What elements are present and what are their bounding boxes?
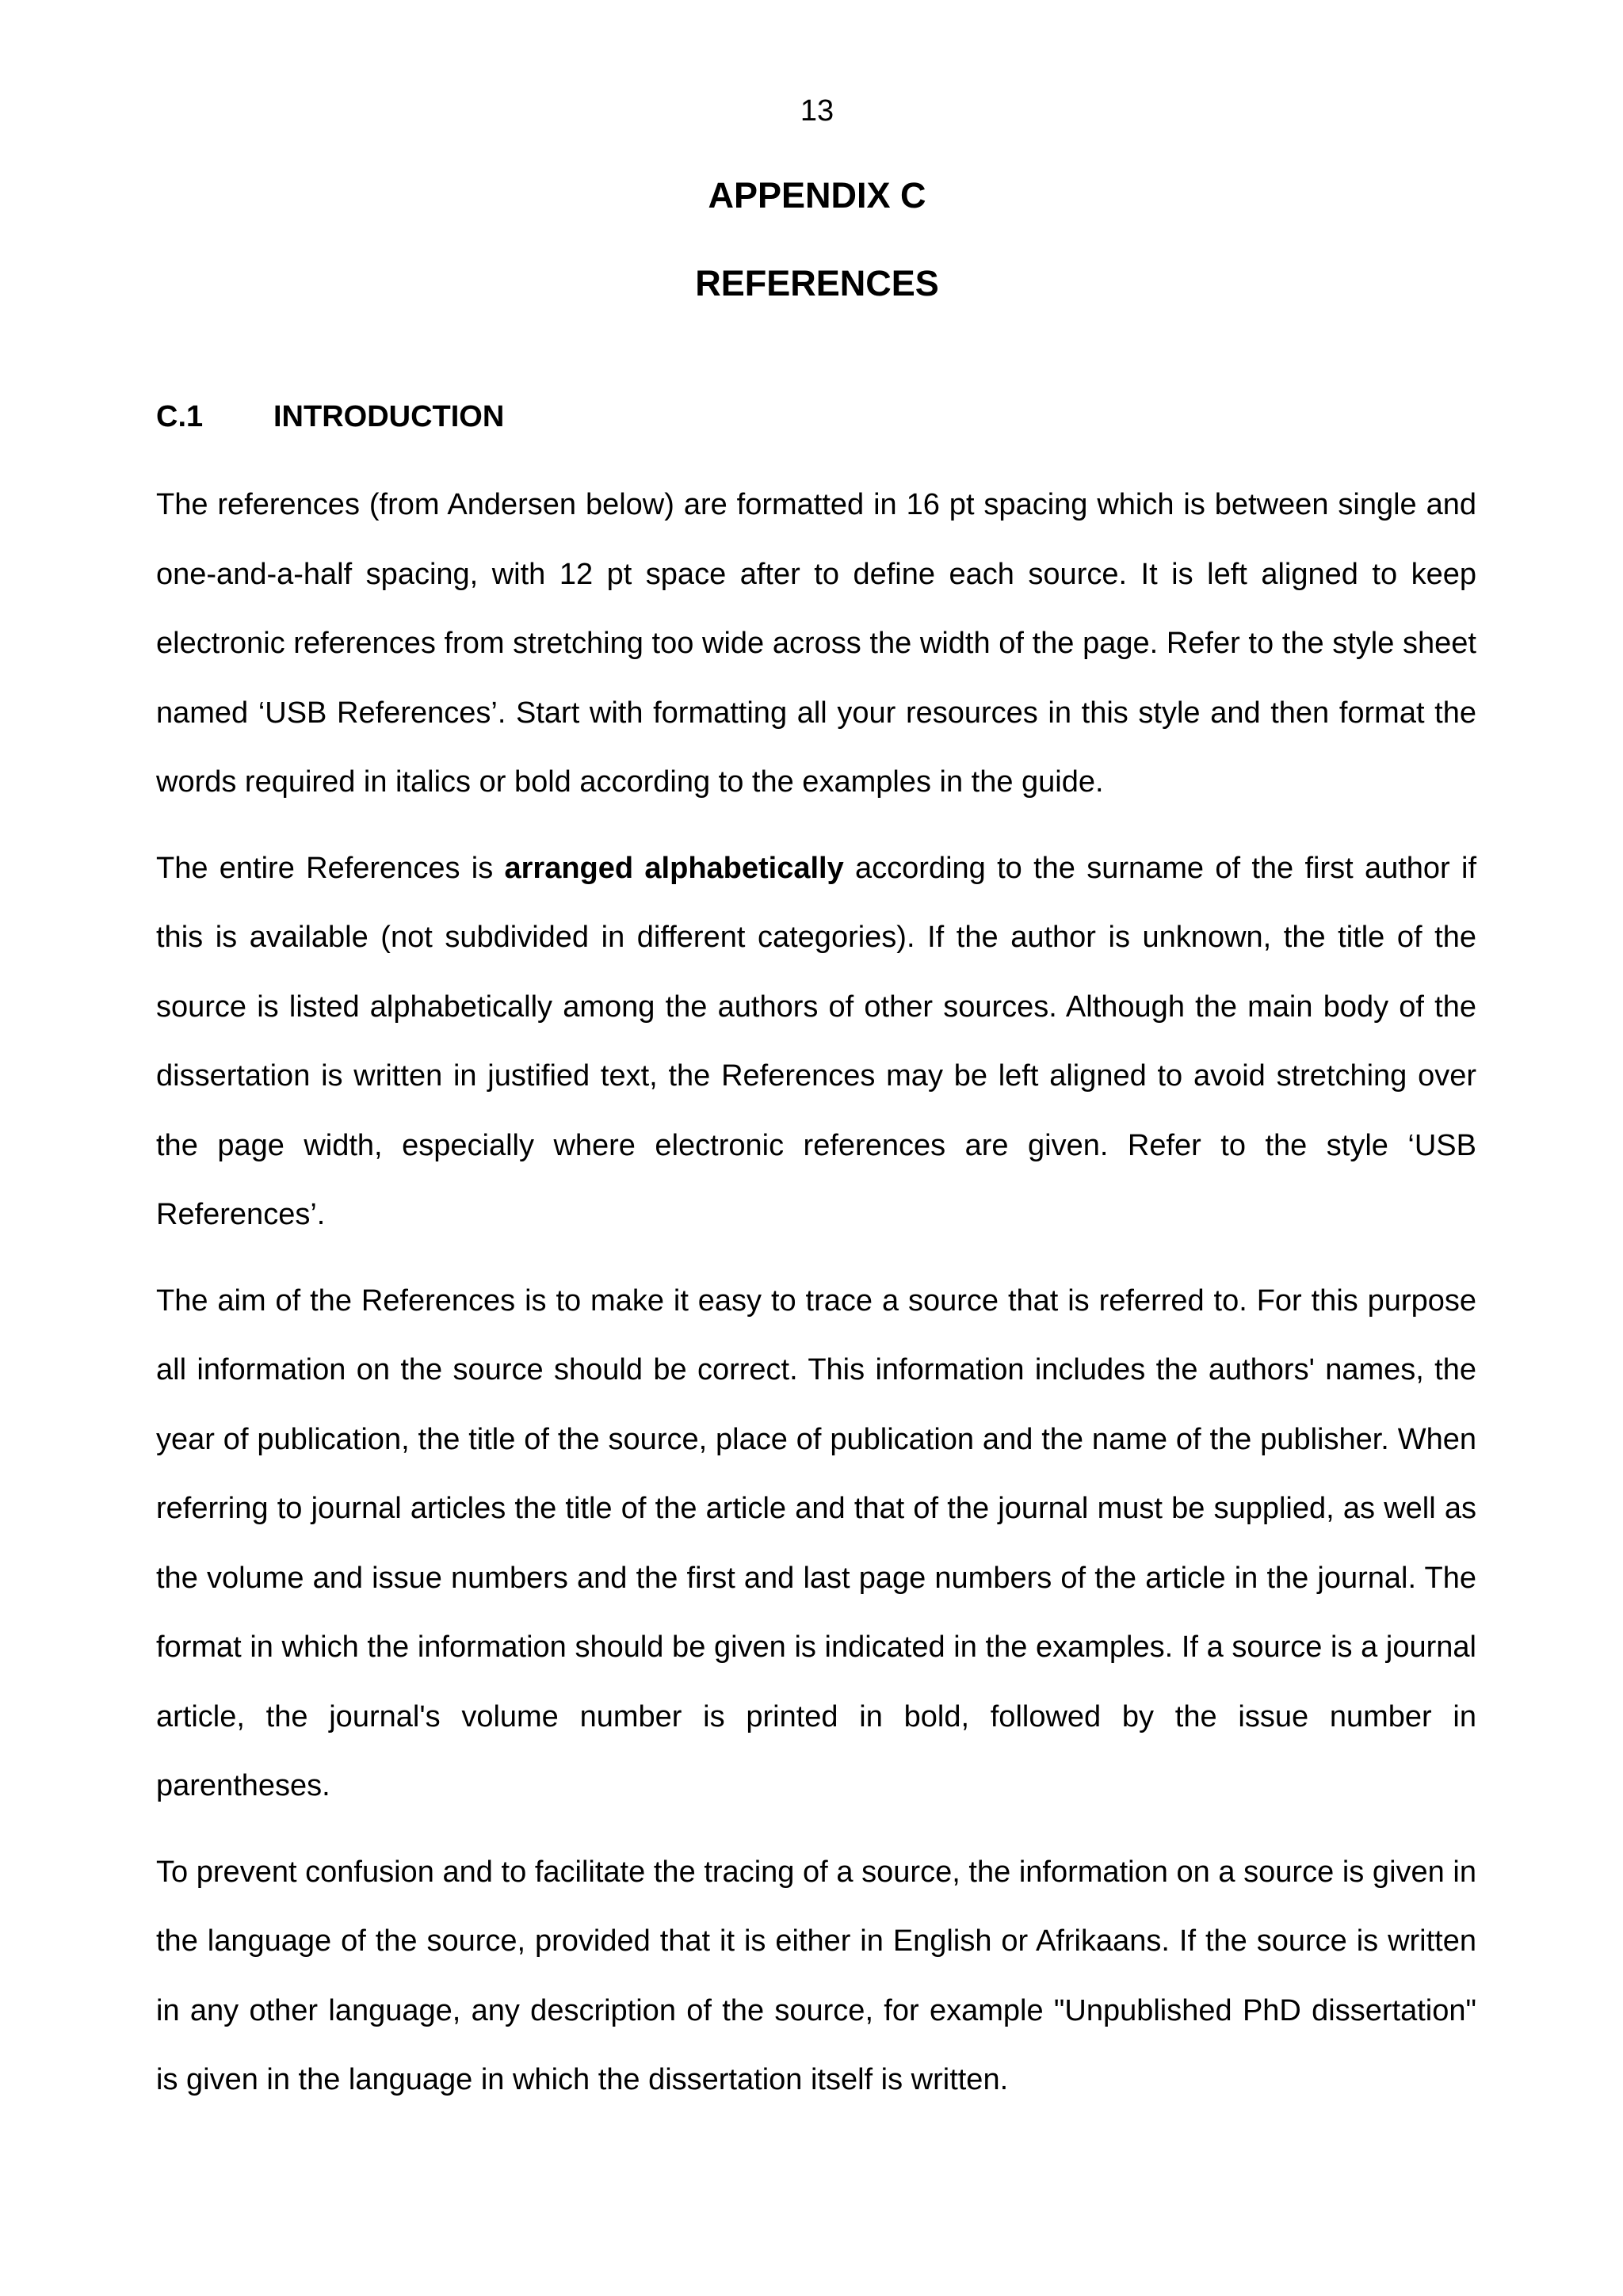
section-heading — [156, 398, 504, 436]
page-number: 13 — [800, 94, 834, 128]
paragraph-alphabetical-end: according to the surname of the first author if this is available (not subdivided in different categories). If the author is unknown, the title of the source is listed alphabetically among the authors of other sources. Although the main body of the dissertation is written in justified text, the References may be left aligned to avoid stretching over the page width, especially where electronic references are given. Refer to the style ‘USB References’. — [156, 851, 1477, 1231]
appendix-title: APPENDIX C — [708, 175, 926, 215]
section-title: INTRODUCTION — [273, 400, 505, 433]
paragraph-language: To prevent confusion and to facilitate the tracing of a source, the information on a source is given in the language of the source, provided that it is either in English or Afrikaans. If the source is written in any other language, any description of the source, for example "Unpublished PhD dissertation" is given in the language in which the dissertation itself is written. — [156, 1855, 1476, 2096]
body-text — [156, 471, 1476, 2132]
references-title: REFERENCES — [695, 263, 939, 303]
section-number: C.1 — [156, 400, 204, 433]
paragraph-alphabetical-emphasis: arranged alphabetically — [504, 851, 844, 885]
paragraph-formatting: The references (from Andersen below) are formatted in 16 pt spacing which is between single and one-and-a-half spacing, with 12 pt space after to define each source. It is left aligned to keep electronic references from stretching too wide across the width of the page. Refer to the style sheet named ‘USB References’. Start with formatting all your resources in this style and then format the words required in italics or bold according to the examples in the guide. — [156, 488, 1476, 799]
paragraph-alphabetical-start: The entire References is — [156, 851, 505, 885]
paragraph-aim: The aim of the References is to make it easy to trace a source that is referred to. For this purpose all information on the source should be correct. This information includes the authors' names, the year of publication, the title of the source, place of publication and the name of the publisher. When referring to journal articles the title of the article and that of the journal must be supplied, as well as the volume and issue numbers and the first and last page numbers of the article in the journal. The format in which the information should be given is indicated in the examples. If a source is a journal article, the journal's volume number is printed in bold, followed by the issue number in parentheses. — [156, 1283, 1476, 1802]
paragraph-alphabetical — [156, 834, 1476, 1250]
